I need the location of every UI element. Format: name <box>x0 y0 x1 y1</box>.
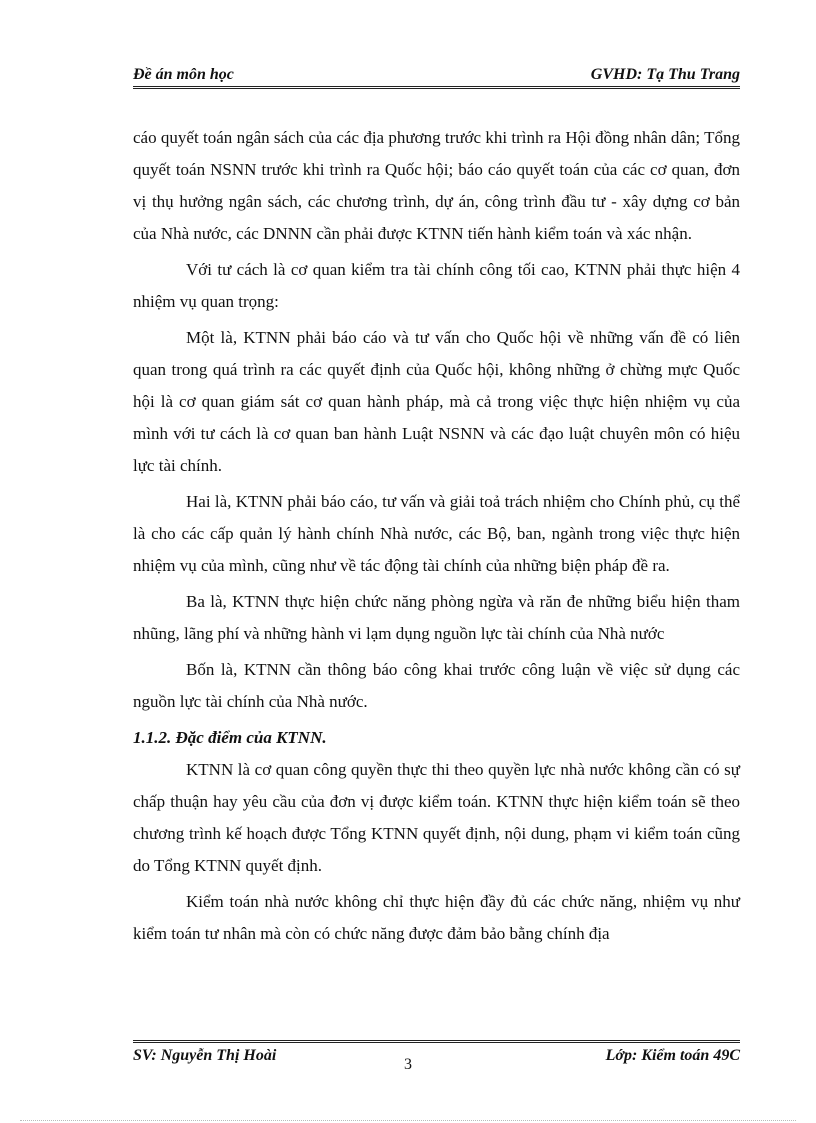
body-paragraph: Một là, KTNN phải báo cáo và tư vấn cho Quốc hội về những vấn đề có liên quan trong quá trình ra các quyết định của Quốc hội, không những ở chừng mực Quốc hội là cơ quan giám sát cơ quan hành pháp, mà cả trong việc thực hiện nhiệm vụ của mình với tư cách là cơ quan ban hành Luật NSNN và các đạo luật chuyên môn có hiệu lực tài chính. <box>133 328 740 475</box>
section-heading: 1.1.2. Đặc điểm của KTNN. <box>133 728 327 747</box>
body-paragraph: Kiểm toán nhà nước không chỉ thực hiện đầy đủ các chức năng, nhiệm vụ như kiểm toán tư nhân mà còn có chức năng được đảm bảo bằng chính địa <box>133 892 740 943</box>
body-paragraph: KTNN là cơ quan công quyền thực thi theo quyền lực nhà nước không cần có sự chấp thuận hay yêu cầu của đơn vị được kiểm toán. KTNN thực hiện kiểm toán sẽ theo chương trình kế hoạch được Tổng KTNN quyết định, nội dung, phạm vi kiểm toán cũng do Tổng KTNN quyết định. <box>133 760 740 875</box>
body-paragraph: cáo quyết toán ngân sách của các địa phương trước khi trình ra Hội đồng nhân dân; Tổng quyết toán NSNN trước khi trình ra Quốc hội; báo cáo quyết toán của các cơ quan, đơn vị thụ hưởng ngân sách, các chương trình, dự án, công trình đầu tư - xây dựng cơ bản của Nhà nước, các DNNN cần phải được KTNN tiến hành kiểm toán và xác nhận. <box>133 128 740 243</box>
page-header <box>133 58 740 89</box>
page-bottom-divider <box>20 1120 796 1121</box>
page-content <box>133 122 740 954</box>
body-paragraph: Hai là, KTNN phải báo cáo, tư vấn và giải toả trách nhiệm cho Chính phủ, cụ thể là cho các cấp quản lý hành chính Nhà nước, các Bộ, ban, ngành trong việc thực hiện nhiệm vụ của mình, cũng như về tác động tài chính của những biện pháp đề ra. <box>133 492 740 575</box>
header-course-title: Đề án môn học <box>133 66 234 83</box>
footer-student: SV: Nguyễn Thị Hoài <box>133 1047 277 1064</box>
page-number: 3 <box>404 1056 412 1073</box>
body-paragraph: Với tư cách là cơ quan kiểm tra tài chính công tối cao, KTNN phải thực hiện 4 nhiệm vụ quan trọng: <box>133 260 740 311</box>
body-paragraph: Ba là, KTNN thực hiện chức năng phòng ngừa và răn đe những biểu hiện tham nhũng, lãng phí và những hành vi lạm dụng nguồn lực tài chính của Nhà nước <box>133 592 740 643</box>
footer-class: Lớp: Kiểm toán 49C <box>605 1047 740 1064</box>
body-paragraph: Bốn là, KTNN cần thông báo công khai trước công luận về việc sử dụng các nguồn lực tài chính của Nhà nước. <box>133 660 740 711</box>
header-supervisor: GVHD: Tạ Thu Trang <box>590 66 740 83</box>
